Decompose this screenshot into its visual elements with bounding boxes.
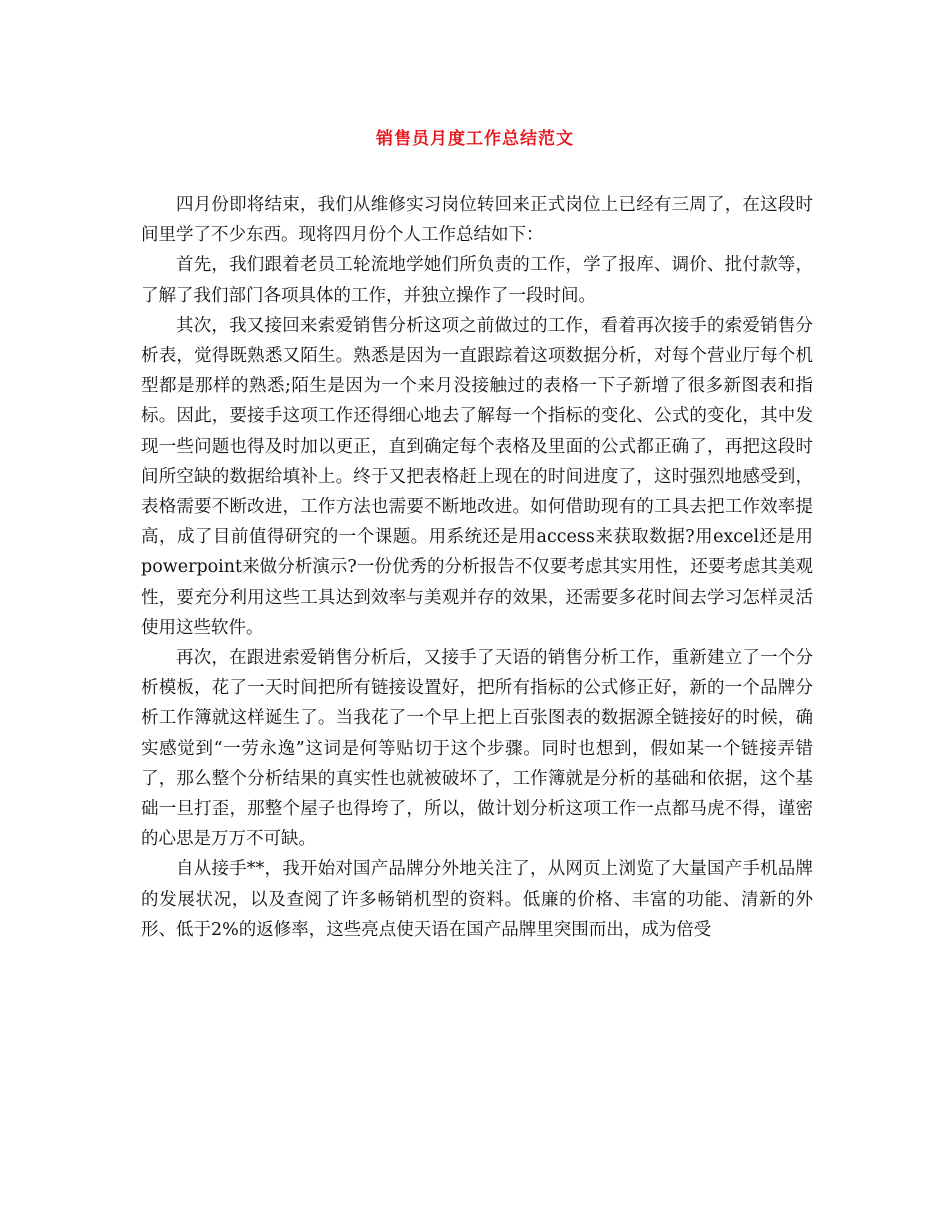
document-body — [141, 190, 813, 945]
document-title: 销售员月度工作总结范文 — [376, 129, 574, 149]
paragraph-1: 四月份即将结束，我们从维修实习岗位转回来正式岗位上已经有三周了，在这段时间里学了不少东西。现将四月份个人工作总结如下： — [141, 195, 813, 246]
paragraph-3: 其次，我又接回来索爱销售分析这项之前做过的工作，看着再次接手的索爱销售分析表，觉得既熟悉又陌生。熟悉是因为一直跟踪着这项数据分析，对每个营业厅每个机型都是那样的熟悉;陌生是因为一个来月没接触过的表格一下子新增了很多新图表和指标。因此，要接手这项工作还得细心地去了解每一个指标的变化、公式的变化，其中发现一些问题也得及时加以更正，直到确定每个表格及里面的公式都正确了，再把这段时间所空缺的数据给填补上。终于又把表格赶上现在的时间进度了，这时强烈地感受到，表格需要不断改进，工作方法也需要不断地改进。如何借助现有的工具去把工作效率提高，成了目前值得研究的一个课题。用系统还是用access来获取数据?用excel还是用powerpoint来做分析演示?一份优秀的分析报告不仅要考虑其实用性，还要考虑其美观性，要充分利用这些工具达到效率与美观并存的效果，还需要多花时间去学习怎样灵活使用这些软件。 — [141, 315, 813, 638]
paragraph-4: 再次，在跟进索爱销售分析后，又接手了天语的销售分析工作，重新建立了一个分析模板，花了一天时间把所有链接设置好，把所有指标的公式修正好，新的一个品牌分析工作簿就这样诞生了。当我花了一个早上把上百张图表的数据源全链接好的时候，确实感觉到“一劳永逸”这词是何等贴切于这个步骤。同时也想到，假如某一个链接弄错了，那么整个分析结果的真实性也就被破坏了，工作簿就是分析的基础和依据，这个基础一旦打歪，那整个屋子也得垮了，所以，做计划分析这项工作一点都马虎不得，谨密的心思是万万不可缺。 — [141, 648, 813, 850]
paragraph-5: 自从接手**，我开始对国产品牌分外地关注了，从网页上浏览了大量国产手机品牌的发展状况，以及查阅了许多畅销机型的资料。低廉的价格、丰富的功能、清新的外形、低于2%的返修率，这些亮点使天语在国产品牌里突围而出，成为倍受 — [141, 859, 813, 940]
paragraph-2: 首先，我们跟着老员工轮流地学她们所负责的工作，学了报库、调价、批付款等，了解了我们部门各项具体的工作，并独立操作了一段时间。 — [141, 255, 813, 306]
